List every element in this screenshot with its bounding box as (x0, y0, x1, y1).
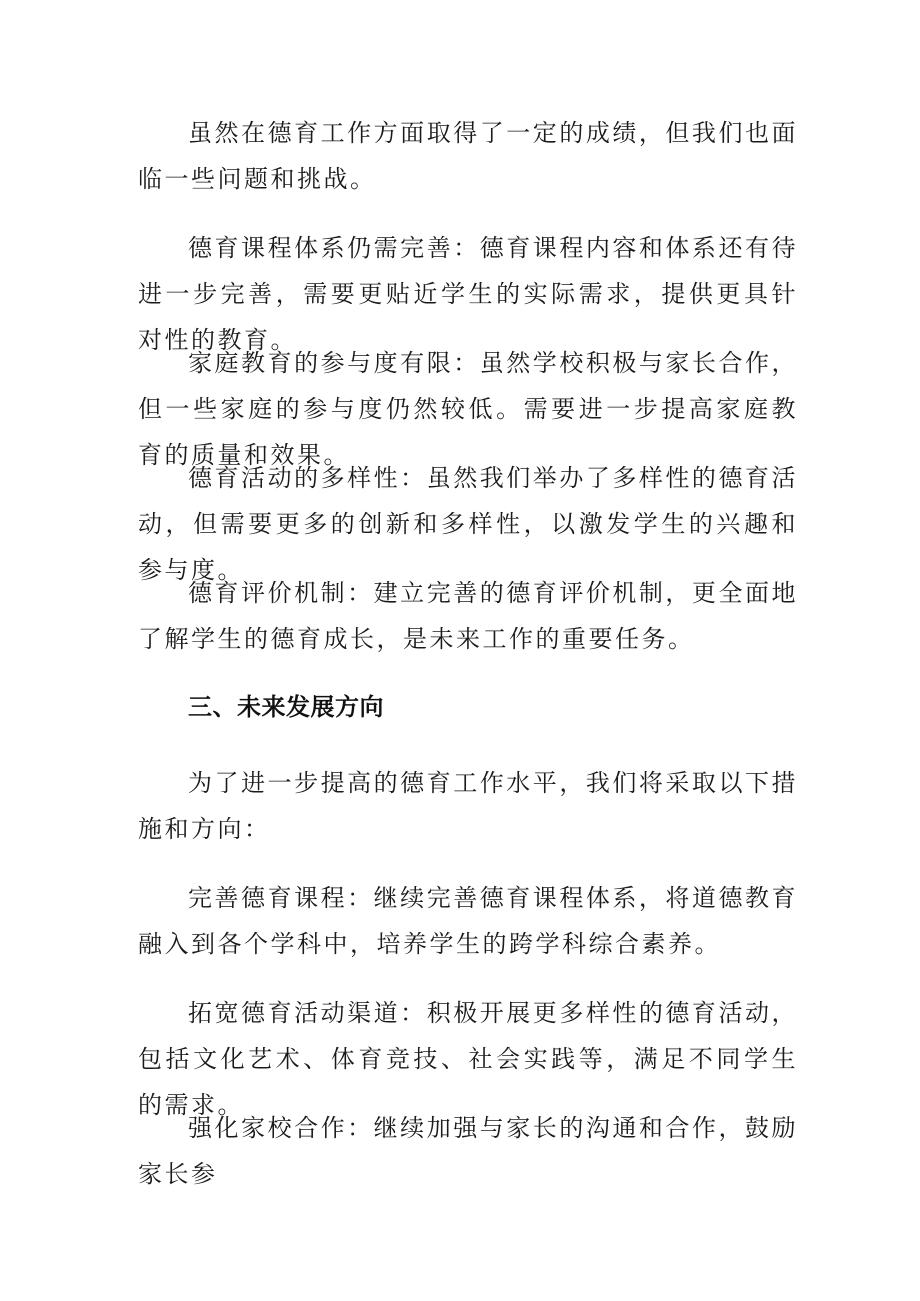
paragraph-home-school: 强化家校合作：继续加强与家长的沟通和合作，鼓励家长参 (138, 1114, 798, 1188)
paragraph-family-issue: 家庭教育的参与度有限：虽然学校积极与家长合作，但一些家庭的参与度仍然较低。需要进一步提高家庭教育的质量和效果。 (138, 349, 798, 469)
paragraph-activity-issue: 德育活动的多样性：虽然我们举办了多样性的德育活动，但需要更多的创新和多样性，以激发学生的兴趣和参与度。 (138, 464, 798, 584)
section-heading: 三、未来发展方向 (188, 693, 384, 721)
paragraph-future-intro: 为了进一步提高的德育工作水平，我们将采取以下措施和方向： (138, 769, 798, 843)
paragraph-improve-curriculum: 完善德育课程：继续完善德育课程体系，将道德教育融入到各个学科中，培养学生的跨学科综合素养。 (138, 884, 798, 958)
paragraph-evaluation-issue: 德育评价机制：建立完善的德育评价机制，更全面地了解学生的德育成长，是未来工作的重要任务。 (138, 579, 798, 653)
paragraph-challenges-intro: 虽然在德育工作方面取得了一定的成绩，但我们也面临一些问题和挑战。 (138, 119, 798, 193)
paragraph-curriculum-issue: 德育课程体系仍需完善：德育课程内容和体系还有待进一步完善，需要更贴近学生的实际需求，提供更具针对性的教育。 (138, 234, 798, 354)
paragraph-expand-activities: 拓宽德育活动渠道：积极开展更多样性的德育活动，包括文化艺术、体育竞技、社会实践等，满足不同学生的需求。 (138, 999, 798, 1119)
